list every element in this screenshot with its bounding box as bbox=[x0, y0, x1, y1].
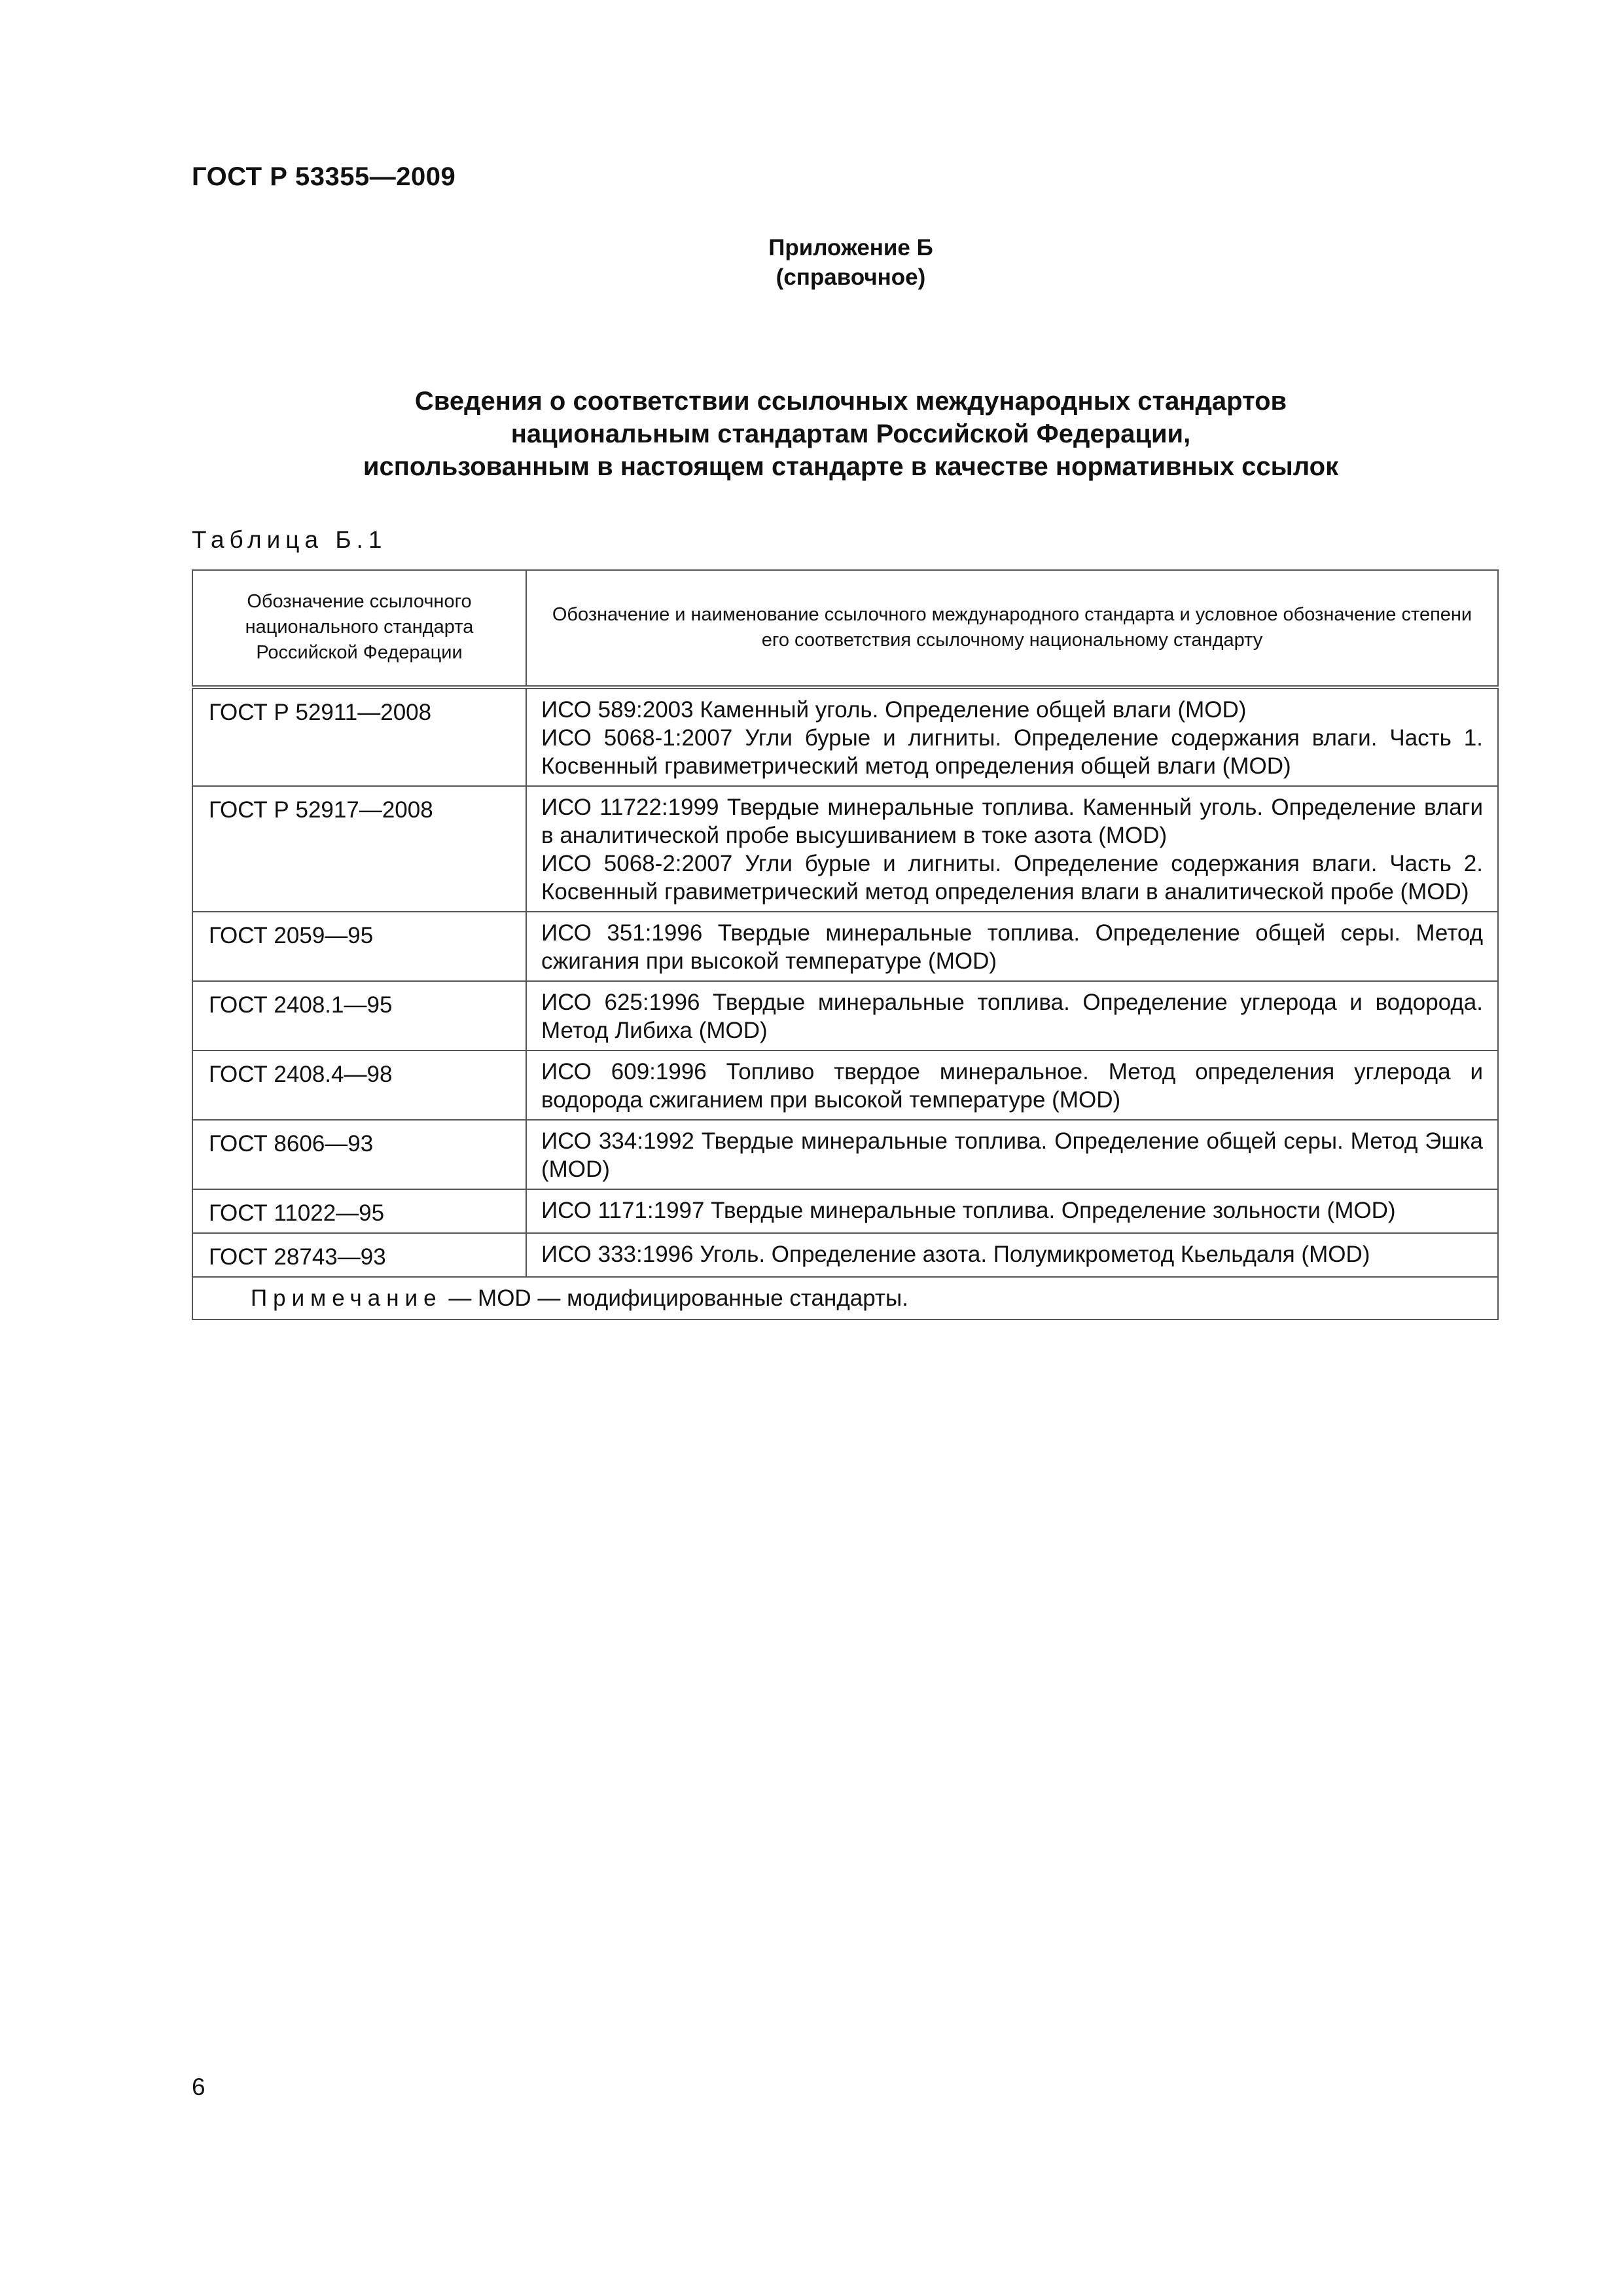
gost-cell: ГОСТ Р 52911—2008 bbox=[192, 687, 526, 786]
iso-entry: ИСО 625:1996 Твердые минеральные топлива. Определение углерода и водорода. Метод Либиха (MOD) bbox=[541, 990, 1483, 1043]
iso-cell bbox=[526, 1120, 1498, 1189]
gost-cell: ГОСТ 2408.4—98 bbox=[192, 1050, 526, 1120]
page-number: 6 bbox=[192, 2073, 205, 2100]
iso-entry: ИСО 333:1996 Уголь. Определение азота. Полумикрометод Кьельдаля (MOD) bbox=[541, 1242, 1370, 1267]
appendix-heading bbox=[654, 233, 1047, 292]
gost-cell: ГОСТ 28743—93 bbox=[192, 1233, 526, 1277]
iso-cell bbox=[526, 981, 1498, 1050]
table-label: Таблица Б.1 bbox=[192, 526, 387, 553]
title-line-3: использованным в настоящем стандарте в качестве нормативных ссылок bbox=[363, 452, 1339, 481]
title-line-2: национальным стандартам Российской Федерации, bbox=[510, 420, 1191, 448]
iso-entry: ИСО 609:1996 Топливо твердое минеральное. Метод определения углерода и водорода сжиганием при высокой температуре (MOD) bbox=[541, 1059, 1483, 1113]
table-row bbox=[192, 786, 1498, 912]
gost-cell: ГОСТ 8606—93 bbox=[192, 1120, 526, 1189]
title-line-1: Сведения о соответствии ссылочных международных стандартов bbox=[414, 387, 1287, 416]
gost-cell: ГОСТ 11022—95 bbox=[192, 1189, 526, 1233]
table-note-row bbox=[192, 1277, 1498, 1319]
iso-entry: ИСО 5068-1:2007 Угли бурые и лигниты. Определение содержания влаги. Часть 1. Косвенный гравиметрический метод определения общей влаги (MOD) bbox=[541, 725, 1483, 779]
reference-table bbox=[192, 569, 1499, 1320]
iso-entry: ИСО 589:2003 Каменный уголь. Определение общей влаги (MOD) bbox=[541, 697, 1247, 723]
section-title bbox=[223, 385, 1479, 483]
appendix-subtitle: (справочное) bbox=[776, 264, 926, 290]
iso-cell bbox=[526, 786, 1498, 912]
iso-cell bbox=[526, 687, 1498, 786]
table-row bbox=[192, 1189, 1498, 1233]
table-row bbox=[192, 1120, 1498, 1189]
table-row bbox=[192, 1233, 1498, 1277]
iso-cell bbox=[526, 1189, 1498, 1233]
table-row bbox=[192, 912, 1498, 981]
iso-entry: ИСО 1171:1997 Твердые минеральные топлива. Определение зольности (MOD) bbox=[541, 1198, 1396, 1223]
note-text: — MOD — модифицированные стандарты. bbox=[442, 1285, 908, 1311]
iso-cell bbox=[526, 912, 1498, 981]
gost-cell: ГОСТ 2059—95 bbox=[192, 912, 526, 981]
iso-entry: ИСО 5068-2:2007 Угли бурые и лигниты. Определение содержания влаги. Часть 2. Косвенный гравиметрический метод определения влаги в аналитической пробе (MOD) bbox=[541, 851, 1483, 905]
table-header-row bbox=[192, 570, 1498, 687]
iso-cell bbox=[526, 1050, 1498, 1120]
iso-entry: ИСО 334:1992 Твердые минеральные топлива. Определение общей серы. Метод Эшка (MOD) bbox=[541, 1128, 1483, 1182]
gost-cell: ГОСТ 2408.1—95 bbox=[192, 981, 526, 1050]
table-row bbox=[192, 687, 1498, 786]
note-lead: Примечание bbox=[251, 1285, 442, 1311]
iso-cell bbox=[526, 1233, 1498, 1277]
table-row bbox=[192, 1050, 1498, 1120]
header-international-standard: Обозначение и наименование ссылочного международного стандарта и условное обозначение степени его соответствия ссылочному национальному стандарту bbox=[526, 570, 1498, 687]
table-row bbox=[192, 981, 1498, 1050]
appendix-title: Приложение Б bbox=[768, 235, 933, 260]
table-note bbox=[192, 1277, 1498, 1319]
iso-entry: ИСО 351:1996 Твердые минеральные топлива. Определение общей серы. Метод сжигания при высокой температуре (MOD) bbox=[541, 920, 1483, 974]
gost-cell: ГОСТ Р 52917—2008 bbox=[192, 786, 526, 912]
header-national-standard: Обозначение ссылочного национального стандарта Российской Федерации bbox=[192, 570, 526, 687]
iso-entry: ИСО 11722:1999 Твердые минеральные топлива. Каменный уголь. Определение влаги в аналитической пробе высушиванием в токе азота (MOD) bbox=[541, 795, 1483, 848]
document-code: ГОСТ Р 53355—2009 bbox=[192, 162, 456, 191]
